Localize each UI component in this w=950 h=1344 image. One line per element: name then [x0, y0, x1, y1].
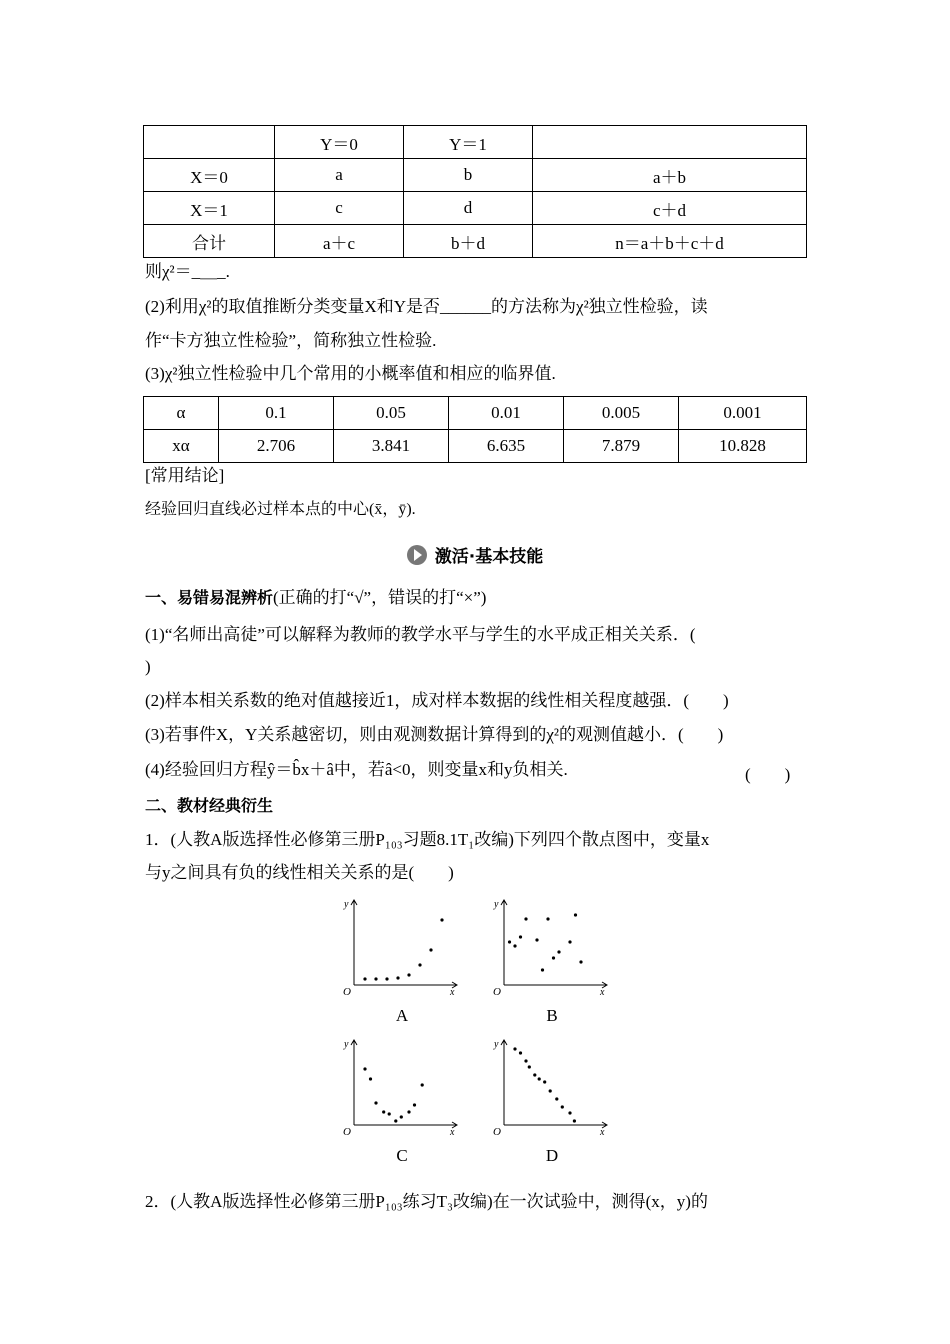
plot-label-D: D: [545, 1146, 559, 1165]
scatter-point: [400, 1115, 403, 1118]
section-heading: [0, 542, 950, 567]
origin-label: O: [343, 986, 351, 998]
axis-x-label: x: [600, 987, 605, 998]
scatter-point: [573, 1119, 576, 1122]
scatter-point: [555, 1097, 558, 1100]
origin-label: O: [343, 1126, 351, 1138]
cell: 0.001: [679, 397, 807, 430]
axis-y-label: y: [344, 899, 349, 910]
cell: xα: [144, 430, 219, 463]
cell: c＋d: [533, 192, 807, 225]
scatter-point: [382, 1110, 385, 1113]
item-1-cont: ): [145, 657, 151, 676]
plot-label-A: A: [395, 1006, 409, 1025]
axis-y-label: y: [494, 1039, 499, 1050]
scatter-point: [533, 1073, 536, 1076]
paragraph-2-line1: (2)利用χ²的取值推断分类变量X和Y是否______的方法称为χ²独立性检验，读: [145, 297, 708, 316]
scatter-point: [374, 977, 377, 980]
cell: a＋b: [533, 159, 807, 192]
part1-note: (正确的打“√”，错误的打“×”): [273, 588, 487, 607]
item-4: (4)经验回归方程ŷ＝b̂x＋â中，若â<0，则变量x和y负相关.: [145, 760, 568, 779]
cell: 0.05: [334, 397, 449, 430]
section-title: 激活·基本技能: [434, 547, 544, 567]
axis-x-label: x: [600, 1127, 605, 1138]
cell: c: [275, 192, 404, 225]
scatter-point: [524, 1059, 527, 1062]
scatter-plot-C: [338, 1033, 468, 1143]
cell: a: [275, 159, 404, 192]
conclusion-text: 经验回归直线必过样本点的中心(x̄，ȳ).: [145, 501, 416, 518]
origin-label: O: [493, 986, 501, 998]
item-1: (1)“名师出高徒”可以解释为教师的教学水平与学生的水平成正相关关系．(: [145, 625, 696, 644]
cell: 合计: [144, 225, 275, 258]
scatter-point: [579, 960, 582, 963]
axis-x-label: x: [450, 1127, 455, 1138]
plot-label-C: C: [396, 1146, 408, 1165]
scatter-point: [513, 944, 516, 947]
chi-square-line: 则χ²＝_＿_.: [145, 262, 230, 281]
cell: 0.1: [219, 397, 334, 430]
question-1-line1: 1．(人教A版选择性必修第三册P₁₀₃习题8.1T₁改编)下列四个散点图中，变量x: [145, 830, 710, 849]
scatter-point: [418, 963, 421, 966]
cell: b＋d: [404, 225, 533, 258]
cell: 6.635: [449, 430, 564, 463]
question-1-line2: 与y之间具有负的线性相关关系的是( ): [145, 863, 454, 882]
critical-value-table: [143, 396, 807, 463]
scatter-plot-B: [488, 893, 618, 1003]
scatter-point: [574, 913, 577, 916]
scatter-point: [549, 1089, 552, 1092]
scatter-point: [557, 950, 560, 953]
cell: 2.706: [219, 430, 334, 463]
axis-y-label: y: [494, 899, 499, 910]
paragraph-2-line2: 作“卡方独立性检验”，简称独立性检验.: [145, 331, 437, 350]
cell: X＝1: [144, 192, 275, 225]
scatter-point: [519, 1051, 522, 1054]
scatter-point: [519, 935, 522, 938]
scatter-point: [524, 917, 527, 920]
cell: a＋c: [275, 225, 404, 258]
contingency-table: [143, 125, 807, 258]
scatter-point: [407, 1110, 410, 1113]
cell: α: [144, 397, 219, 430]
item-3: (3)若事件X，Y关系越密切，则由观测数据计算得到的χ²的观测值越小．( ): [145, 725, 724, 744]
scatter-point: [363, 1067, 366, 1070]
part2-title: 二、教材经典衍生: [145, 796, 274, 815]
scatter-point: [528, 1065, 531, 1068]
scatter-point: [394, 1119, 397, 1122]
play-icon: [407, 545, 427, 565]
scatter-point: [413, 1103, 416, 1106]
scatter-point: [440, 918, 443, 921]
scatter-plot-A: [338, 893, 468, 1003]
scatter-point: [407, 973, 410, 976]
scatter-point: [538, 1077, 541, 1080]
cell: Y＝1: [404, 126, 533, 159]
cell: 3.841: [334, 430, 449, 463]
cell: 7.879: [564, 430, 679, 463]
scatter-point: [396, 976, 399, 979]
question-2-line: 2．(人教A版选择性必修第三册P₁₀₃练习T₃改编)在一次试验中，测得(x，y)的: [145, 1192, 708, 1211]
scatter-point: [546, 917, 549, 920]
scatter-point: [543, 1080, 546, 1083]
part1-title: 一、易错易混辨析: [145, 588, 274, 607]
scatter-point: [374, 1101, 377, 1104]
scatter-point: [363, 977, 366, 980]
cell: 0.01: [449, 397, 564, 430]
axis-y-label: y: [344, 1039, 349, 1050]
cell: 10.828: [679, 430, 807, 463]
cell: n＝a＋b＋c＋d: [533, 225, 807, 258]
cell: [144, 126, 275, 159]
scatter-point: [513, 1047, 516, 1050]
conclusion-title: [常用结论]: [145, 466, 225, 485]
scatter-point: [552, 956, 555, 959]
scatter-point: [429, 948, 432, 951]
axis-x-label: x: [450, 987, 455, 998]
scatter-point: [541, 968, 544, 971]
cell: Y＝0: [275, 126, 404, 159]
part1-heading: [145, 588, 486, 608]
paragraph-3: (3)χ²独立性检验中几个常用的小概率值和相应的临界值.: [145, 364, 556, 383]
scatter-point: [508, 940, 511, 943]
scatter-point: [385, 977, 388, 980]
cell: d: [404, 192, 533, 225]
plot-label-B: B: [546, 1006, 558, 1025]
cell: b: [404, 159, 533, 192]
scatter-plot-D: [488, 1033, 618, 1143]
scatter-point: [535, 938, 538, 941]
item-2: (2)样本相关系数的绝对值越接近1，成对样本数据的线性相关程度越强．( ): [145, 691, 729, 710]
scatter-point: [568, 1111, 571, 1114]
answer-paren: ( ): [745, 765, 791, 784]
origin-label: O: [493, 1126, 501, 1138]
scatter-point: [568, 940, 571, 943]
cell: [533, 126, 807, 159]
scatter-point: [421, 1083, 424, 1086]
scatter-point: [369, 1077, 372, 1080]
cell: 0.005: [564, 397, 679, 430]
scatter-point: [388, 1112, 391, 1115]
cell: X＝0: [144, 159, 275, 192]
scatter-point: [561, 1105, 564, 1108]
